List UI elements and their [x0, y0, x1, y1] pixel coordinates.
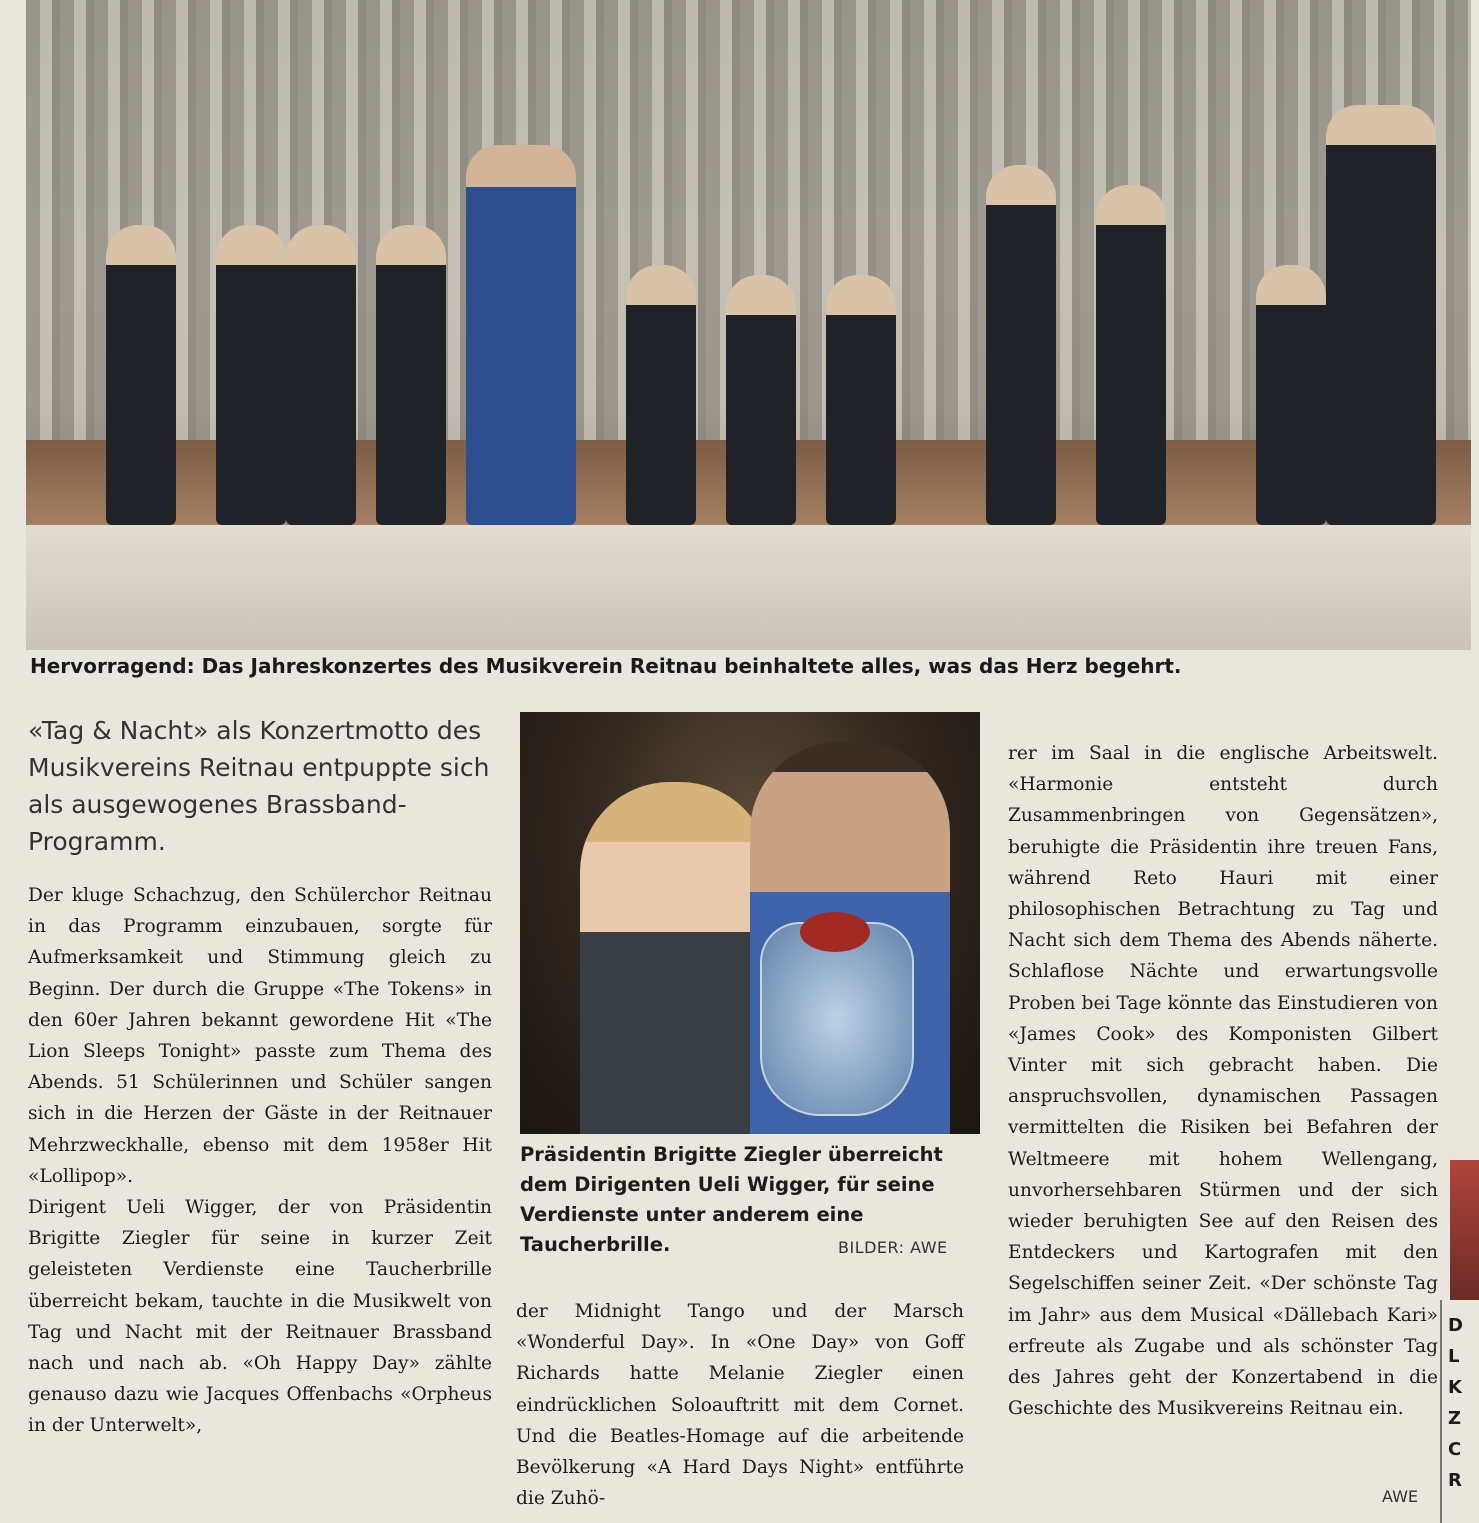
musician-figure: [826, 275, 896, 525]
adjacent-photo-edge: [1450, 1160, 1479, 1300]
article-lead: «Tag & Nacht» als Konzertmotto des Musikvereins Reitnau entpuppte sich als ausgewogenes Brassband-Programm.: [28, 716, 490, 856]
edge-letter: D: [1448, 1315, 1463, 1336]
top-photo-caption: Hervorragend: Das Jahreskonzertes des Musikverein Reitnau beinhaltete alles, was das Herz begehrt.: [30, 654, 1182, 678]
musician-figure: [1096, 185, 1166, 525]
musician-figure: [1326, 105, 1436, 525]
gift-bow: [800, 912, 870, 952]
musician-figure: [216, 225, 286, 525]
stage-front: [26, 525, 1471, 650]
edge-letter: R: [1448, 1470, 1462, 1491]
conductor-figure: [466, 145, 576, 525]
article-column-1: [28, 880, 492, 1442]
paragraph: Dirigent Ueli Wigger, der von Präsidentin Brigitte Ziegler für seine in kurzer Zeit geleisteten Verdienste eine Taucherbrille überreicht bekam, tauchte in die Musikwelt von Tag und Nacht mit der Reitnauer Brassband nach und nach ab. «Oh Happy Day» zählte genauso dazu wie Jacques Offenbachs «Orpheus in der Unterwelt»,: [28, 1197, 492, 1437]
president-figure: [580, 782, 770, 1134]
concert-stage-photo: [26, 0, 1471, 650]
musician-figure: [986, 165, 1056, 525]
musician-figure: [376, 225, 446, 525]
edge-letter: L: [1448, 1346, 1460, 1367]
musician-figure: [1256, 265, 1326, 525]
article-column-2: [516, 1296, 964, 1514]
article-column-3: [1008, 738, 1438, 1424]
musician-figure: [106, 225, 176, 525]
edge-letter: Z: [1448, 1408, 1462, 1429]
photo-credit: BILDER: AWE: [838, 1238, 948, 1257]
musician-figure: [726, 275, 796, 525]
musician-figure: [626, 265, 696, 525]
column-rule: [1440, 1300, 1442, 1523]
edge-letter: K: [1448, 1377, 1462, 1398]
paragraph: der Midnight Tango und der Marsch «Wonderful Day». In «One Day» von Goff Richards hatte Melanie Ziegler einen eindrücklichen Soloauftritt mit dem Cornet. Und die Beatles-Homage auf die arbeitende Bevölkerung «A Hard Days Night» entführte die Zuhö-: [516, 1301, 964, 1510]
award-photo: [520, 712, 980, 1134]
paragraph: rer im Saal in die englische Arbeitswelt. «Harmonie entsteht durch Zusammenbringen von Gegensätzen», beruhigte die Präsidentin ihre treuen Fans, während Reto Hauri mit einer philosophischen Betrachtung zu Tag und Nacht sich dem Thema des Abends näherte. Schlaflose Nächte und erwartungsvolle Proben bei Tage könnte das Einstudieren von «James Cook» des Komponisten Gilbert Vinter mit sich gebracht haben. Die anspruchsvollen, dynamischen Passagen vermittelten die Risiken bei Befahren der Weltmeere mit hohem Wellengang, unvorhersehbaren Stürmen und der sich wieder beruhigten See auf den Reisen des Entdeckers und Kartografen mit den Segelschiffen seiner Zeit. «Der schönste Tag im Jahr» aus dem Musical «Dällebach Kari» erfreute als Zugabe und als schönster Tag des Jahres geht der Konzertabend in die Geschichte des Musikvereins Reitnau ein.: [1008, 743, 1438, 1420]
musician-figure: [286, 225, 356, 525]
author-initials: AWE: [1382, 1487, 1418, 1506]
edge-letter: C: [1448, 1439, 1462, 1460]
adjacent-column-edge: [1448, 1310, 1479, 1496]
award-photo-caption: Präsidentin Brigitte Ziegler überreicht dem Dirigenten Ueli Wigger, für seine Verdienste unter anderem eine Taucherbrille.: [520, 1143, 943, 1256]
paragraph: Der kluge Schachzug, den Schülerchor Reitnau in das Programm einzubauen, sorgte für Aufmerksamkeit und Stimmung gleich zu Beginn. Der durch die Gruppe «The Tokens» in den 60er Jahren bekannt gewordene Hit «The Lion Sleeps Tonight» passte zum Thema des Abends. 51 Schülerinnen und Schüler sangen sich in die Herzen der Gäste in der Reitnauer Mehrzweckhalle, ebenso mit dem 1958er Hit «Lollipop».: [28, 885, 492, 1187]
